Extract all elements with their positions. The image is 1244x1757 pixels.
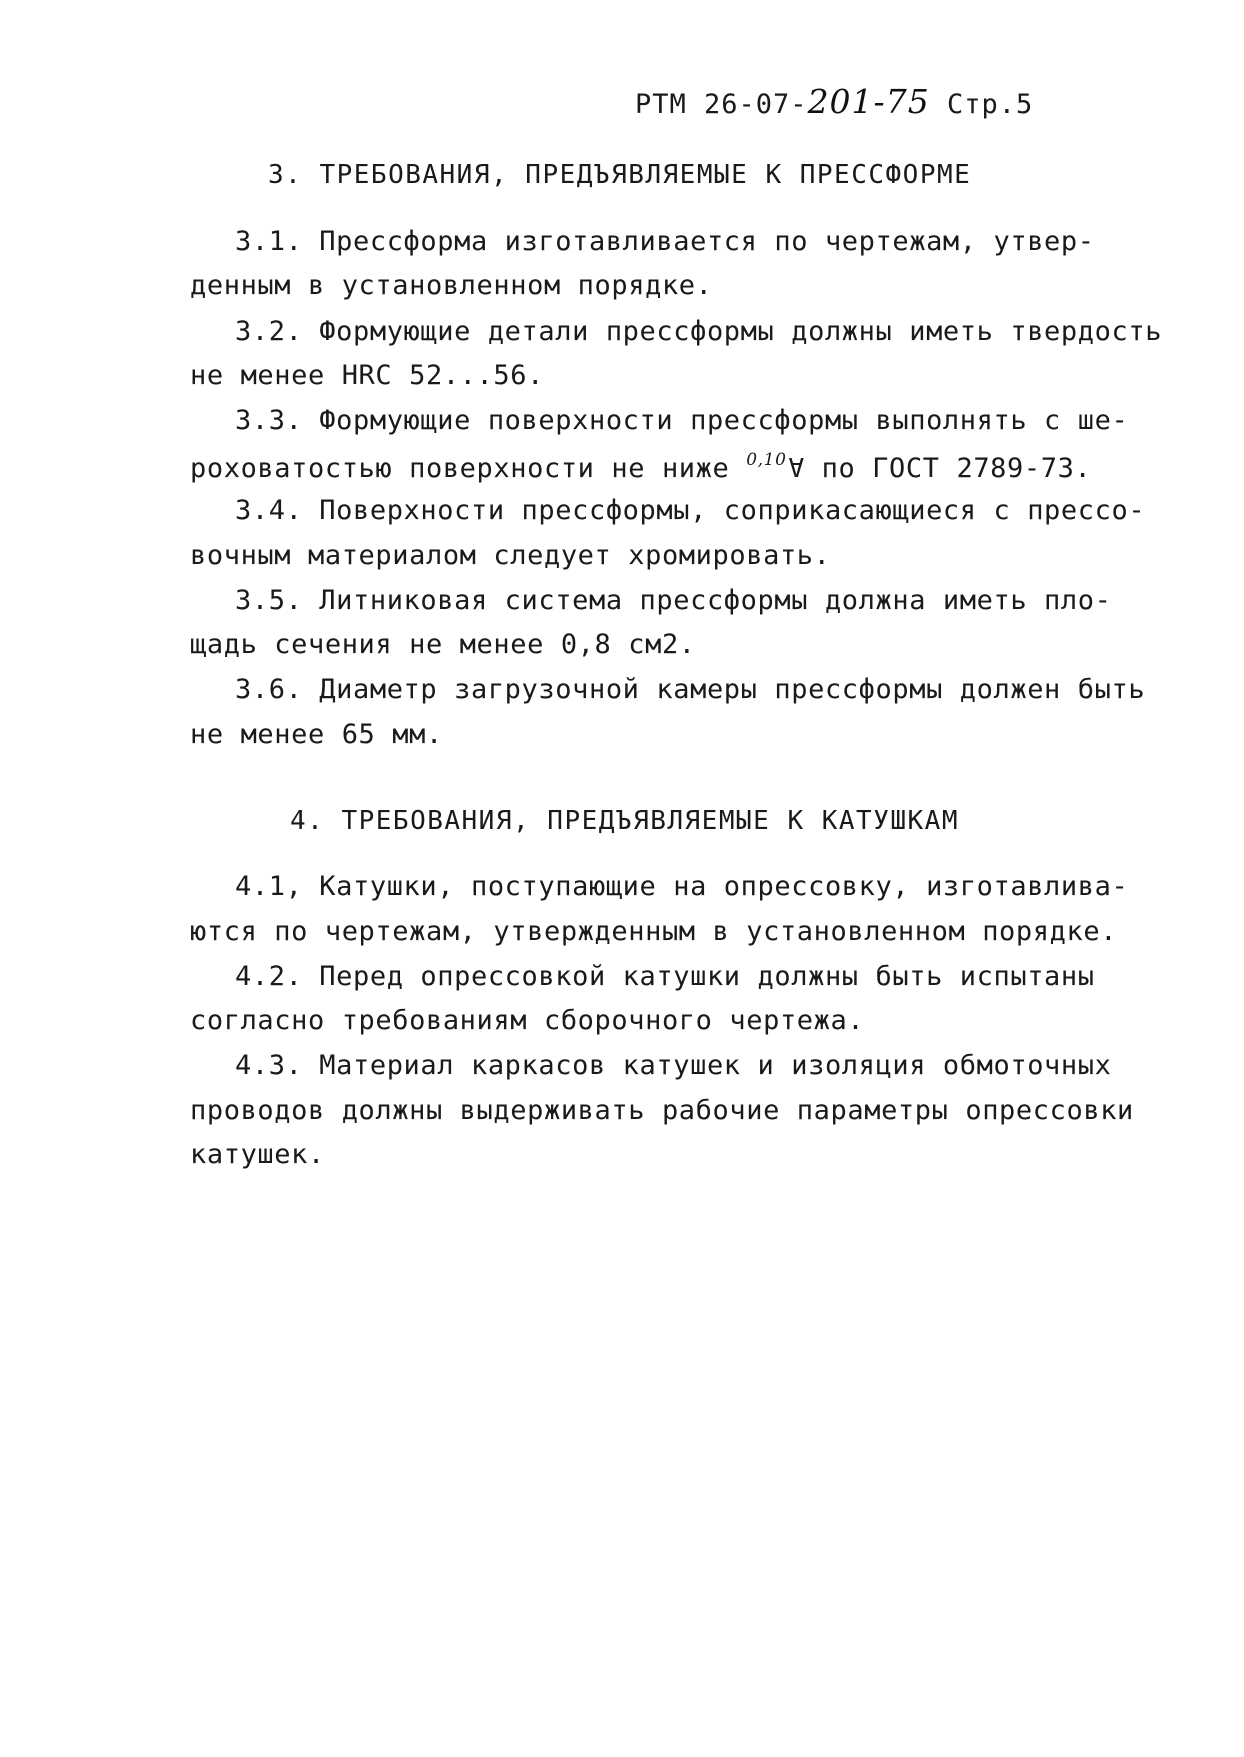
paragraph-line: 3.4. Поверхности прессформы, соприкасающиеся с прессо- [235,495,1146,526]
paragraph-line: 3.2. Формующие детали прессформы должны иметь твердость [235,316,1163,347]
handwritten-doc-number: 201-75 [807,82,930,121]
paragraph-line: 4.2. Перед опрессовкой катушки должны быть испытаны [235,961,1095,992]
paragraph-line: 3.1. Прессформа изготавливается по чертежам, утвер- [235,226,1095,257]
section-3-title: 3. ТРЕБОВАНИЯ, ПРЕДЪЯВЛЯЕМЫЕ К ПРЕССФОРМЕ [268,160,972,190]
page-header [635,82,1033,121]
paragraph-line: 3.5. Литниковая система прессформы должна иметь пло- [235,585,1112,616]
paragraph-line: 3.6. Диаметр загрузочной камеры прессформы должен быть [235,674,1146,705]
paragraph-line: ются по чертежам, утвержденным в установленном порядке. [190,916,1118,947]
page-number: Стр.5 [946,89,1034,120]
paragraph-line: 4.3. Материал каркасов катушек и изоляция обмоточных [235,1050,1112,1081]
paragraph-line: денным в установленном порядке. [190,270,713,301]
paragraph-line: согласно требованиям сборочного чертежа. [190,1005,865,1036]
paragraph-line: вочным материалом следует хромировать. [190,540,831,571]
paragraph-line: не менее HRC 52...56. [190,360,544,391]
roughness-line [190,450,1091,484]
doc-code-prefix: РТМ 26-07- [635,89,808,120]
paragraph-line: щадь сечения не менее 0,8 см2. [190,629,696,660]
roughness-text-after: по ГОСТ 2789-73. [804,453,1092,484]
paragraph-line: 3.3. Формующие поверхности прессформы выполнять с ше- [235,405,1129,436]
roughness-text-before: роховатостью поверхности не ниже [190,453,747,484]
roughness-value: 0,10 [746,450,787,470]
roughness-symbol-icon: ∀ [788,454,805,484]
paragraph-line: не менее 65 мм. [190,719,443,750]
paragraph-line: проводов должны выдерживать рабочие параметры опрессовки [190,1095,1134,1126]
paragraph-line: катушек. [190,1139,325,1170]
paragraph-line: 4.1, Катушки, поступающие на опрессовку, изготавлива- [235,871,1129,902]
section-4-title: 4. ТРЕБОВАНИЯ, ПРЕДЪЯВЛЯЕМЫЕ К КАТУШКАМ [290,806,959,836]
